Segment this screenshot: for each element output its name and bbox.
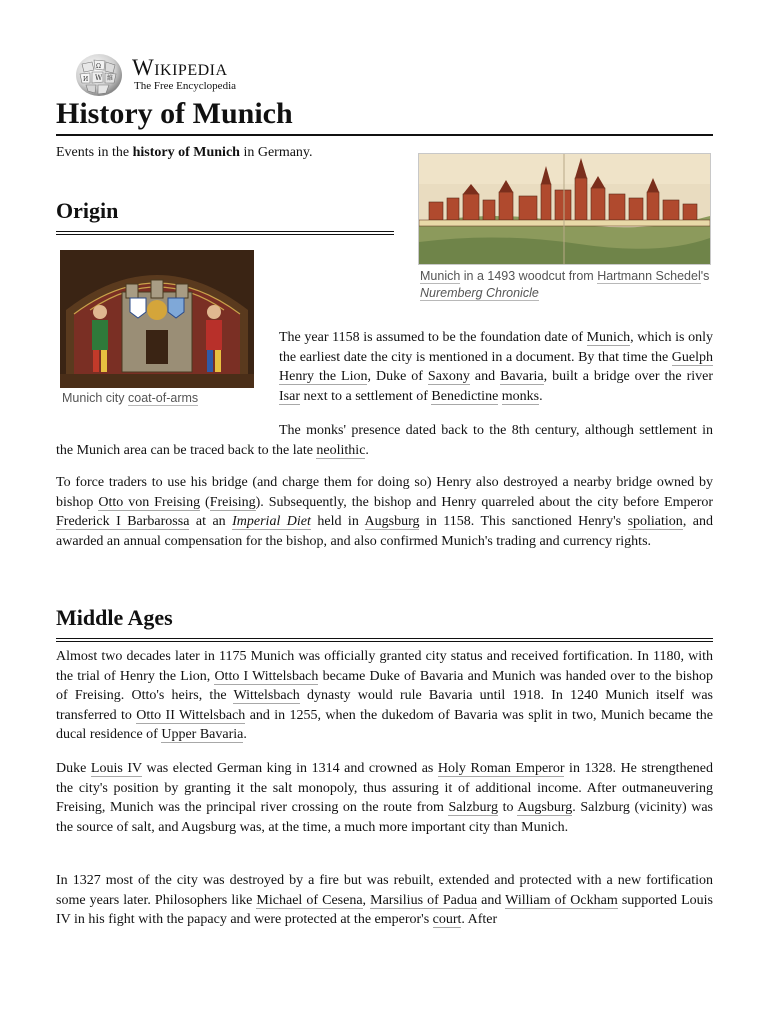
caption-link-coat-of-arms[interactable]: coat-of-arms	[128, 391, 199, 405]
link-spoliation[interactable]: spoliation	[627, 514, 683, 530]
link-augsburg-2[interactable]: Augsburg	[517, 800, 573, 816]
caption-link-nuremberg-chronicle[interactable]: Nuremberg Chronicle	[420, 286, 539, 300]
section-heading-middle-ages: Middle Ages	[56, 603, 713, 642]
wikipedia-wordmark: Wikipedia	[132, 55, 228, 80]
paragraph-louis-iv: Duke Louis IV was elected German king in 1314 and crowned as Holy Roman Emperor in 1328. He strengthened the city's position by granting it the salt monopoly, thus assuring it of additional income. After outmaneuvering Freising, Munich was the principal river crossing on the route from Salzburg to Augsburg. Salzburg (vicinity) was the source of salt, and Augsburg was, at the time, a much more important city than Munich.	[56, 761, 714, 835]
link-neolithic[interactable]: neolithic	[316, 442, 366, 458]
woodcut-caption: Munich in a 1493 woodcut from Hartmann Schedel's Nuremberg Chronicle	[420, 269, 710, 300]
link-benedictine[interactable]: Benedictine	[431, 388, 499, 404]
link-henry-the-lion[interactable]: Henry the Lion	[279, 369, 368, 385]
paragraph-fire-1327: In 1327 most of the city was destroyed by a fire but was rebuilt, extended and protected with a new fortification some years later. Philosophers like Michael of Cesena, Marsilius of Padua and William of Ockham supported Louis IV in his fight with the papacy and were protected at the emperor's court. After	[56, 873, 713, 928]
svg-text:Ω: Ω	[96, 63, 101, 70]
link-upper-bavaria[interactable]: Upper Bavaria	[161, 727, 244, 743]
coat-of-arms-figure	[60, 250, 256, 407]
link-michael-of-cesena[interactable]: Michael of Cesena	[256, 892, 363, 908]
link-holy-roman-emperor[interactable]: Holy Roman Emperor	[437, 761, 565, 776]
link-freising[interactable]: Freising	[209, 494, 256, 510]
wikipedia-globe-icon	[74, 52, 124, 98]
link-wittelsbach[interactable]: Wittelsbach	[233, 688, 300, 704]
caption-link-hartmann-schedel[interactable]: Hartmann Schedel	[597, 269, 701, 283]
link-augsburg[interactable]: Augsburg	[364, 514, 420, 530]
coat-of-arms-caption: Munich city coat-of-arms	[62, 391, 199, 405]
link-munich[interactable]: Munich	[586, 330, 631, 345]
link-marsilius-of-padua[interactable]: Marsilius of Padua	[370, 892, 478, 908]
link-salzburg[interactable]: Salzburg	[448, 800, 498, 816]
woodcut-figure	[418, 153, 711, 302]
link-saxony[interactable]: Saxony	[427, 369, 470, 385]
section-heading-origin: Origin	[56, 196, 394, 235]
link-bavaria[interactable]: Bavaria	[500, 369, 544, 385]
link-louis-iv[interactable]: Louis IV	[90, 761, 142, 776]
link-guelph[interactable]: Guelph	[671, 349, 713, 365]
link-otto-i-wittelsbach[interactable]: Otto I Wittelsbach	[214, 668, 319, 684]
wikipedia-logo[interactable]	[74, 52, 314, 100]
paragraph-city-status: Almost two decades later in 1175 Munich was officially granted city status and received fortification. In 1180, with the trial of Henry the Lion, Otto I Wittelsbach became Duke of Bavaria and Munich was handed over to the bishop of Freising. Otto's heirs, the Wittelsbach dynasty would rule Bavaria until 1918. In 1240 Munich itself was transferred to Otto II Wittelsbach and in 1255, when the dukedom of Bavaria was split in two, Munich became the ducal residence of Upper Bavaria.	[56, 649, 714, 743]
paragraph-foundation: The year 1158 is assumed to be the foundation date of Munich, which is only the earliest date the city is mentioned in a document. By that time the Guelph Henry the Lion, Duke of Saxony and Bavaria, built a bridge over the river Isar next to a settlement of Benedictine monks.	[279, 330, 714, 404]
link-otto-von-freising[interactable]: Otto von Freising	[98, 494, 201, 510]
paragraph-monks: The monks' presence dated back to the 8th century, although settlement in the Munich area can be traced back to the late neolithic.	[56, 423, 713, 458]
link-isar[interactable]: Isar	[279, 388, 300, 404]
intro-bold: history of Munich	[132, 145, 240, 160]
page-title: History of Munich	[56, 94, 713, 136]
caption-link-munich[interactable]: Munich	[420, 269, 461, 283]
link-frederick-barbarossa[interactable]: Frederick I Barbarossa	[56, 514, 190, 530]
link-otto-ii-wittelsbach[interactable]: Otto II Wittelsbach	[136, 707, 246, 723]
link-court[interactable]: court	[432, 912, 462, 928]
link-imperial-diet[interactable]: Imperial Diet	[232, 514, 311, 530]
coat-of-arms-image[interactable]	[60, 250, 254, 388]
svg-text:И: И	[83, 76, 89, 83]
svg-text:維: 維	[107, 75, 114, 82]
munich-woodcut-image[interactable]	[418, 153, 711, 265]
link-william-of-ockham[interactable]: William of Ockham	[505, 892, 618, 908]
paragraph-bridge: To force traders to use his bridge (and charge them for doing so) Henry also destroyed a nearby bridge owned by bishop Otto von Freising (Freising). Subsequently, the bishop and Henry quarreled about the city before Emperor Frederick I Barbarossa at an Imperial Diet held in Augsburg in 1158. This sanctioned Henry's spoliation, and awarded an annual compensation for the bishop, and also confirmed Munich's trading and currency rights.	[56, 475, 714, 549]
svg-text:W: W	[95, 74, 103, 82]
wikipedia-tagline: The Free Encyclopedia	[134, 80, 237, 92]
intro-text: Events in the history of Munich in Germany.	[56, 145, 313, 160]
link-monks[interactable]: monks	[501, 388, 540, 404]
